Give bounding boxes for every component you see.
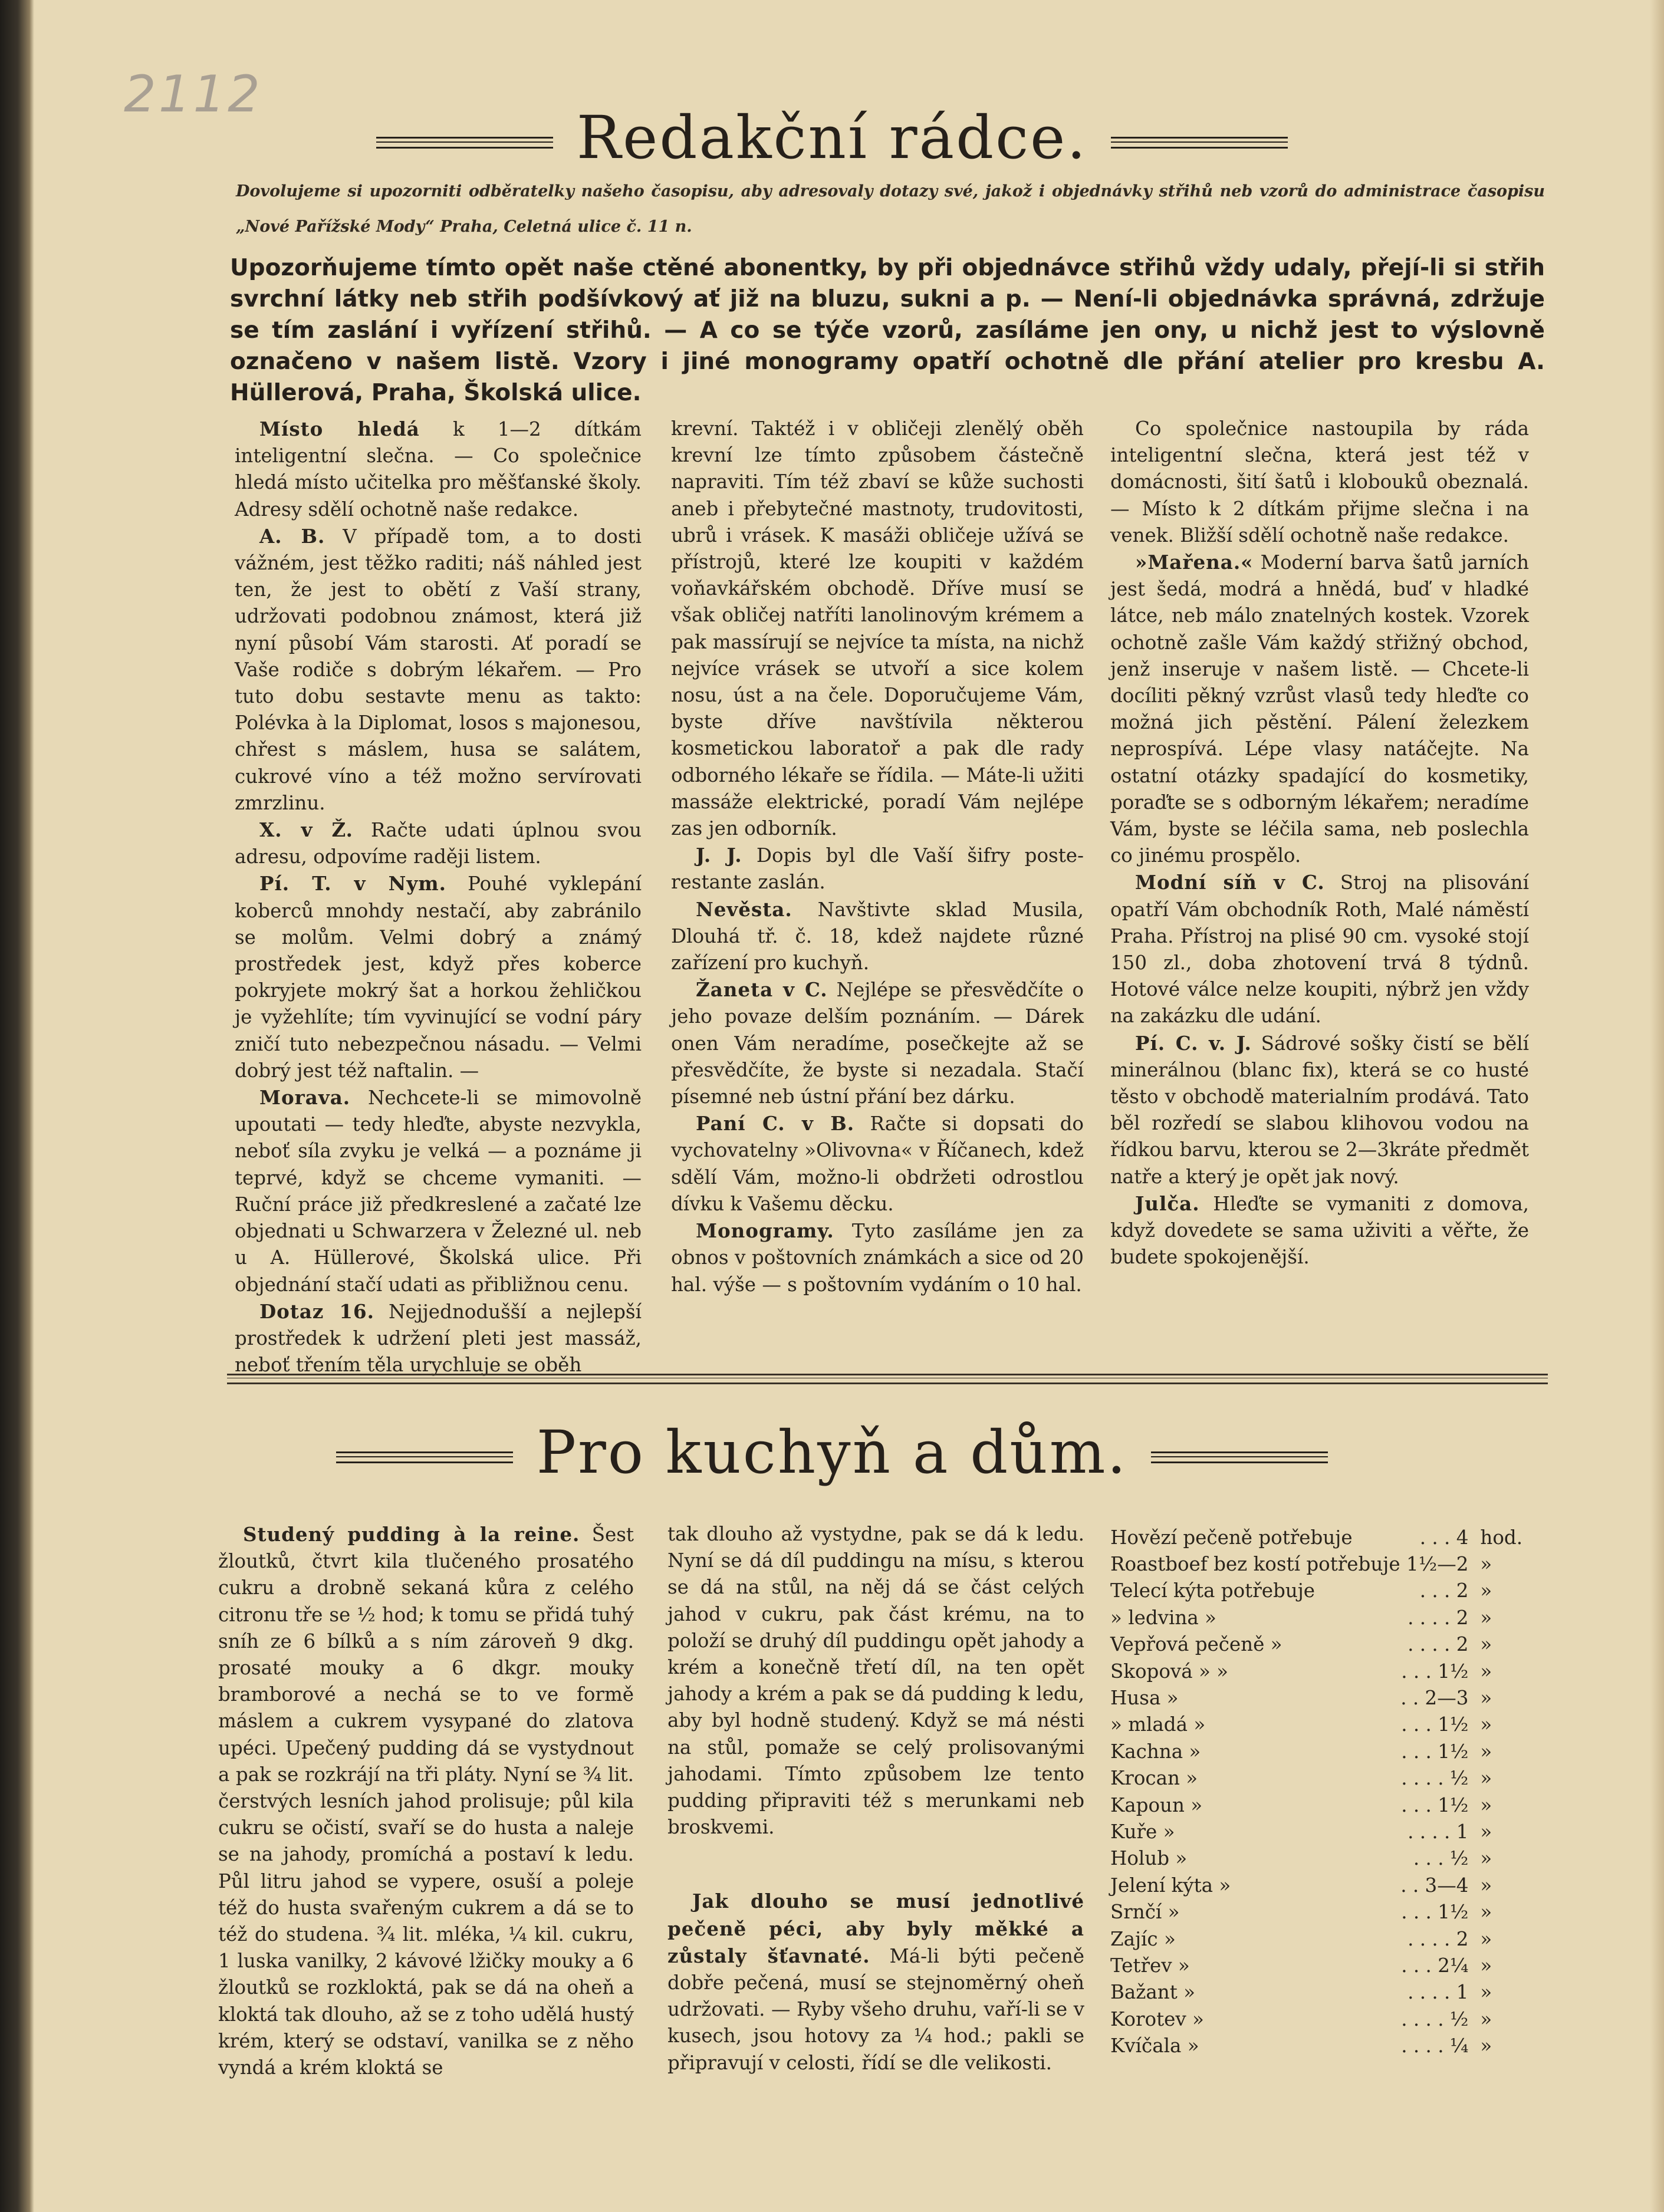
- roast-dish: Kuře »: [1110, 1820, 1175, 1843]
- answer-text: Stroj na plisování opatří Vám obchodník Roth, Malé náměstí Praha. Přístroj na plisé 90 cm. vysoké stojí 150 zl., doba zhotovení trvá 8 týdnů. Hotové válce nelze koupiti, nýbrž jen vždy na zakázku dle udání.: [1110, 871, 1529, 1028]
- roast-hours: . . . 1½: [1401, 1901, 1469, 1924]
- roast-row: [1110, 1551, 1523, 1577]
- answer-text: tak dlouho až vystydne, pak se dá k ledu. Nyní se dá díl puddingu na mísu, s kterou se dá na stůl, na něj dá se část celých jahod v cukru, pak část krému, na to položí se druhý díl puddingu opět jahody a krém a konečně třetí díl, na ten opět jahody a krém a pak se dá pudding k ledu, aby byl hodně studený. Když se má nésti na stůl, pomaže se celý prolisovanými jahodami. Tímto způsobem lze tento pudding připraviti též s merunkami neb broskvemi.: [667, 1523, 1084, 1839]
- title-ornament-left: [376, 137, 553, 149]
- answer-paragraph: [235, 416, 642, 523]
- answer-heading: »Mařena.«: [1135, 551, 1254, 574]
- roast-hours: . . . . 2: [1408, 1927, 1469, 1950]
- answer-text: Sádrové sošky čistí se bělí minerálnou (blanc fix), která se co husté těsto v obchodě materialním prodává. Tato běl rozředí se slabou klihovou vodou na řídkou barvu, kterou se 2—3kráte předmět natře a který je opět jak nový.: [1110, 1032, 1529, 1188]
- roast-row: [1110, 1684, 1523, 1711]
- roast-unit: »: [1480, 1606, 1492, 1629]
- roast-row: [1110, 1898, 1523, 1925]
- answers-column-2: [671, 416, 1084, 1298]
- roast-unit: »: [1480, 1793, 1492, 1816]
- roast-row: [1110, 1765, 1523, 1792]
- administration-notice: Dovolujeme si upozorniti odběratelky našeho časopisu, aby adresovaly dotazy své, jakož i objednávky střihů neb vzorů do administrace časopisu „Nové Pařížské Mody“ Praha, Celetná ulice č. 11 n.: [236, 182, 1545, 236]
- answer-heading: Studený pudding à la reine.: [243, 1523, 580, 1546]
- roast-unit: »: [1480, 1633, 1492, 1656]
- answer-text: Nejjednodušší a nejlepší prostředek k udržení pleti jest massáž, neboť třením těla urychluje se oběh: [235, 1300, 642, 1377]
- roast-hours: . . 3—4: [1400, 1874, 1469, 1897]
- answer-paragraph: [671, 1110, 1084, 1217]
- roast-unit: hod.: [1480, 1526, 1523, 1549]
- answer-text: V případě tom, a to dosti vážném, jest těžko raditi; náš náhled jest ten, že jest to obětí z Vaší strany, udržovati podobnou známost, která již nyní působí Vám starosti. Ať poradí se Vaše rodiče s dobrým lékařem. — Pro tuto dobu sestavte menu as takto: Polévka à la Diplomat, losos s majonesou, chřest s máslem, husa se salátem, cukrové víno a též možno servírovati zmrzlinu.: [235, 525, 642, 814]
- answer-text: Nechcete-li se mimovolně upoutati — tedy hleďte, abyste nezvykla, neboť síla zvyku je velká — a poznáme ji teprvé, když se chceme vymaniti. — Ruční práce již předkreslené a začaté lze objednati u Schwarzera v Železné ul. neb u A. Hüllerové, Školská ulice. Při objednání stačí udati as přibližnou cenu.: [235, 1087, 642, 1296]
- answers-column-1: [235, 416, 642, 1378]
- answer-heading: Paní C. v B.: [696, 1112, 855, 1135]
- roast-row: [1110, 1845, 1523, 1872]
- section-title-kuchyn: [0, 1418, 1664, 1487]
- roast-dish: Zajíc »: [1110, 1927, 1176, 1950]
- roast-hours: . . . 4: [1419, 1526, 1469, 1549]
- roast-dish: Jelení kýta »: [1110, 1874, 1231, 1897]
- answer-paragraph: [667, 1521, 1084, 1841]
- roast-unit: »: [1480, 2007, 1492, 2030]
- roast-hours: . . . 1½: [1401, 1740, 1469, 1763]
- answer-heading: Dotaz 16.: [259, 1299, 374, 1323]
- roast-hours: . . . . 2: [1408, 1633, 1469, 1656]
- roast-dish: » ledvina »: [1110, 1606, 1216, 1629]
- answer-text: Má-li býti pečeně dobře pečená, musí se stejnoměrný oheň udržovati. — Ryby všeho druhu, vaří-li se v kusech, jsou hotovy za ¼ hod.; pakli se připravují v celosti, řídí se dle velikosti.: [667, 1944, 1084, 2074]
- roast-dish: Roastboef bez kostí potřebuje: [1110, 1553, 1400, 1576]
- roast-unit: »: [1480, 1713, 1492, 1736]
- roast-hours: . . . . ½: [1401, 2007, 1469, 2030]
- roast-dish: Kachna »: [1110, 1740, 1201, 1763]
- answer-text: krevní. Taktéž i v obličeji zlenělý oběh krevní lze tímto způsobem částečně napraviti. Tím též zbaví se kůže suchosti aneb i přebytečné mastnoty, trudovitosti, ubrů i vrásek. K masáži obličeje užívá se přístrojů, které lze koupiti v každém voňavkářském obchodě. Dříve musí se však obličej natříti lanolinovým krémem a pak massírují se nejvíce ta místa, na nichž nejvíce vrásek se utvoří a sice kolem nosu, úst a na čele. Doporučujeme Vám, byste dříve navštívila některou kosmetickou laboratoř a pak dle rady odborného lékaře se řídila. — Máte-li užiti massáže elektrické, poradí Vám nejlépe zas jen odborník.: [671, 417, 1084, 840]
- roast-row: [1110, 1738, 1523, 1765]
- answer-heading: Pí. C. v. J.: [1135, 1031, 1252, 1055]
- roast-row: [1110, 1578, 1523, 1604]
- answer-paragraph: [1110, 1190, 1529, 1271]
- roast-row: [1110, 1524, 1523, 1551]
- section-title-text: Redakční rádce.: [576, 103, 1088, 172]
- roast-dish: Srnčí »: [1110, 1901, 1180, 1924]
- roast-dish: » mladá »: [1110, 1713, 1206, 1736]
- answer-text: Račte si dopsati do vychovatelny »Olivovna« v Říčanech, kdež sdělí Vám, možno-li obdržeti odrostlou dívku k Vašemu děcku.: [671, 1112, 1084, 1215]
- roast-row: [1110, 1792, 1523, 1818]
- roast-unit: »: [1480, 2035, 1492, 2058]
- roast-dish: Bažant »: [1110, 1981, 1195, 2004]
- answer-paragraph: [671, 976, 1084, 1110]
- answer-text: Dopis byl dle Vaší šifry poste-restante zaslán.: [671, 844, 1084, 894]
- answer-heading: A. B.: [259, 524, 325, 548]
- roast-unit: »: [1480, 1687, 1492, 1710]
- answer-heading: Místo hledá: [259, 417, 420, 440]
- answer-paragraph: [1110, 1030, 1529, 1190]
- roast-hours: . . 2—3: [1400, 1687, 1469, 1710]
- title-ornament-right: [1111, 137, 1288, 149]
- answer-paragraph: [1110, 869, 1529, 1029]
- answer-heading: Pí. T. v Nym.: [259, 872, 446, 896]
- roast-hours: . . . . 1: [1408, 1820, 1469, 1843]
- answer-heading: Modní síň v C.: [1135, 871, 1325, 894]
- answer-text: Moderní barva šatů jarních jest šedá, modrá a hnědá, buď v hladké látce, neb málo znatelných kostek. Vzorek ochotně zašle Vám každý střižný obchod, jenž inseruje v našem listě. — Chcete-li docíliti pěkný vzrůst vlasů tedy hleďte co možná jich pěstění. Pálení železkem neprospívá. Lépe vlasy natáčejte. Na ostatní otázky spadající do kosmetiky, poraďte se s odborným lékařem; neradíme Vám, byste se léčila sama, neb poslechla co jinému prospělo.: [1110, 551, 1529, 867]
- recipe-column-2: [667, 1521, 1084, 2076]
- answer-text: Šest žloutků, čtvrt kila tlučeného prosatého cukru a drobně sekaná kůra z celého citronu tře se ½ hod; k tomu se přidá tuhý sníh ze 6 bílků a s ním zároveň 9 dkg. prosaté mouky a 6 dkgr. mouky bramborové a nechá se to ve formě máslem a cukrem vysypané do zlatova upéci. Upečený pudding dá se vystydnout a pak se rozkrájí na tři pláty. Nyní se ¾ lit. čerstvých lesních jahod prolisuje; půl kila cukru se očistí, svaří se do husta a naleje se na jahody, promíchá a postaví k ledu. Půl litru jahod se vypere, osuší a poleje též do husta svařeným cukrem a dá se to též do studena. ¾ lit. mléka, ¼ kil. cukru, 1 luska vanilky, 2 kávové lžičky mouky a 6 žloutků se rozkloktá, pak se dá na oheň a kloktá tak dlouho, až se z toho udělá hustý krém, který se odstaví, vanilka se z něho vyndá a krém kloktá se: [218, 1523, 634, 2079]
- roast-row: [1110, 1872, 1523, 1898]
- answer-text: Pouhé vyklepání koberců mnohdy nestačí, aby zabránilo se molům. Velmi dobrý a známý prostředek jest, když přes koberce pokryjete mokrý šat a horkou žehličkou je vyžehlíte; tím vyvinující se vodní páry zničí tuto nebezpečnou násadu. — Velmi dobrý jest též naftalin. —: [235, 873, 642, 1082]
- roast-hours: . . . ½: [1413, 1847, 1469, 1870]
- answer-paragraph: [1110, 549, 1529, 869]
- roast-hours: 1½—2: [1406, 1553, 1469, 1576]
- answer-paragraph: [235, 523, 642, 817]
- roast-unit: »: [1480, 1927, 1492, 1950]
- roast-unit: »: [1480, 1954, 1492, 1977]
- answer-text: Nejlépe se přesvědčíte o jeho povaze delším poznáním. — Dárek onen Vám neradíme, posečkejte až se přesvědčíte, že byste si nezadala. Stačí písemné neb ústní přání bez dárku.: [671, 979, 1084, 1108]
- answer-text: Račte udati úplnou svou adresu, odpovíme raději listem.: [235, 819, 642, 868]
- answer-heading: Žaneta v C.: [696, 978, 828, 1002]
- roast-hours: . . . . 2: [1408, 1606, 1469, 1629]
- roast-row: [1110, 2032, 1523, 2059]
- answer-heading: Monogramy.: [696, 1219, 834, 1243]
- roast-hours: . . . 1½: [1401, 1713, 1469, 1736]
- roast-dish: Hovězí pečeně potřebuje: [1110, 1526, 1353, 1549]
- page-edge: [1650, 0, 1664, 2212]
- answer-paragraph: [235, 1298, 642, 1379]
- answer-paragraph: [235, 870, 642, 1084]
- roast-unit: »: [1480, 1579, 1492, 1602]
- roast-unit: »: [1480, 1820, 1492, 1843]
- answer-heading: Nevěsta.: [696, 897, 792, 921]
- answer-paragraph: [671, 842, 1084, 896]
- answer-paragraph: [667, 1888, 1084, 2076]
- answer-heading: Morava.: [259, 1086, 351, 1110]
- roast-row: [1110, 1979, 1523, 2006]
- roast-dish: Telecí kýta potřebuje: [1110, 1579, 1316, 1602]
- answer-heading: Julča.: [1135, 1191, 1200, 1215]
- roast-row: [1110, 1925, 1523, 1952]
- roast-hours: . . . . 1: [1408, 1981, 1469, 2004]
- roast-unit: »: [1480, 1847, 1492, 1870]
- answer-heading: J. J.: [696, 844, 742, 867]
- roast-hours: . . . 2¼: [1401, 1954, 1469, 1977]
- roast-hours: . . . . ¼: [1401, 2035, 1469, 2058]
- title-ornament-right: [1151, 1451, 1328, 1463]
- answer-heading: Jak dlouho se musí jednotlivé pečeně péci, aby byly měkké a zůstaly šťavnaté.: [667, 1890, 1084, 1967]
- book-spine-shadow: [0, 0, 34, 2212]
- answer-paragraph: [235, 1084, 642, 1298]
- roast-row: [1110, 1818, 1523, 1845]
- answer-paragraph: [218, 1521, 634, 2081]
- roast-dish: Holub »: [1110, 1847, 1188, 1870]
- roast-unit: »: [1480, 1874, 1492, 1897]
- answer-text: k 1—2 dítkám inteligentní slečna. — Co společnice hledá místo učitelka pro měšťanské školy. Adresy sdělí ochotně naše redakce.: [235, 418, 642, 521]
- roast-dish: Korotev »: [1110, 2007, 1204, 2030]
- answer-paragraph: [671, 416, 1084, 842]
- roast-unit: »: [1480, 1767, 1492, 1790]
- answers-column-3: [1110, 416, 1529, 1271]
- answer-text: Tyto zasíláme jen za obnos v poštovních známkách a sice od 20 hal. výše — s poštovním vydáním o 10 hal.: [671, 1220, 1084, 1296]
- answer-text: Co společnice nastoupila by ráda inteligentní slečna, která jest též v domácnosti, šití šatů i klobouků obeznalá. — Místo k 2 dítkám přijme slečna i na venek. Bližší sdělí ochotně naše redakce.: [1110, 417, 1529, 547]
- roast-hours: . . . 1½: [1401, 1793, 1469, 1816]
- roast-dish: Krocan »: [1110, 1767, 1198, 1790]
- answer-heading: X. v Ž.: [259, 818, 353, 842]
- roasting-times-table: [1110, 1524, 1523, 2059]
- roast-dish: Kvíčala »: [1110, 2035, 1199, 2058]
- roast-row: [1110, 1604, 1523, 1631]
- section-title-redakcni: [0, 103, 1664, 172]
- answer-paragraph: [671, 1217, 1084, 1298]
- subscriber-notice: Upozorňujeme tímto opět naše ctěné abonentky, by při objednávce střihů vždy udaly, přejí-li si střih svrchní látky neb střih podšívkový ať již na bluzu, sukni a p. — Není-li objednávka správná, zdržuje se tím zaslání i vyřízení střihů. — A co se týče vzorů, zasíláme jen ony, u nichž jest to výslovně označeno v našem listě. Vzory i jiné monogramy opatří ochotně dle přání atelier pro kresbu A. Hüllerová, Praha, Školská ulice.: [230, 255, 1545, 406]
- roast-hours: . . . 2: [1419, 1579, 1469, 1602]
- pencil-page-number: 2112: [124, 65, 262, 124]
- roast-dish: Vepřová pečeně »: [1110, 1633, 1282, 1656]
- roast-row: [1110, 1658, 1523, 1684]
- answer-text: Navštivte sklad Musila, Dlouhá tř. č. 18, kdež najdete různé zařízení pro kuchyň.: [671, 898, 1084, 975]
- roast-dish: Skopová » »: [1110, 1660, 1229, 1683]
- roast-dish: Husa »: [1110, 1687, 1179, 1710]
- answer-paragraph: [671, 896, 1084, 977]
- roast-unit: »: [1480, 1553, 1492, 1576]
- roast-row: [1110, 1952, 1523, 1979]
- section-title-text: Pro kuchyň a dům.: [536, 1418, 1128, 1487]
- recipe-column-1: [218, 1521, 634, 2081]
- roast-unit: »: [1480, 1981, 1492, 2004]
- answer-text: Hleďte se vymaniti z domova, když dovedete se sama uživiti a věřte, že budete spokojenější.: [1110, 1192, 1529, 1269]
- roast-unit: »: [1480, 1660, 1492, 1683]
- roast-unit: »: [1480, 1740, 1492, 1763]
- roast-hours: . . . . ½: [1401, 1767, 1469, 1790]
- roast-unit: »: [1480, 1901, 1492, 1924]
- roast-row: [1110, 1711, 1523, 1738]
- roast-row: [1110, 1631, 1523, 1658]
- answer-paragraph: [1110, 416, 1529, 549]
- roast-dish: Tetřev »: [1110, 1954, 1190, 1977]
- section-divider: [227, 1374, 1548, 1384]
- roast-hours: . . . 1½: [1401, 1660, 1469, 1683]
- roast-dish: Kapoun »: [1110, 1793, 1203, 1816]
- title-ornament-left: [336, 1451, 513, 1463]
- roast-row: [1110, 2006, 1523, 2032]
- answer-paragraph: [235, 817, 642, 870]
